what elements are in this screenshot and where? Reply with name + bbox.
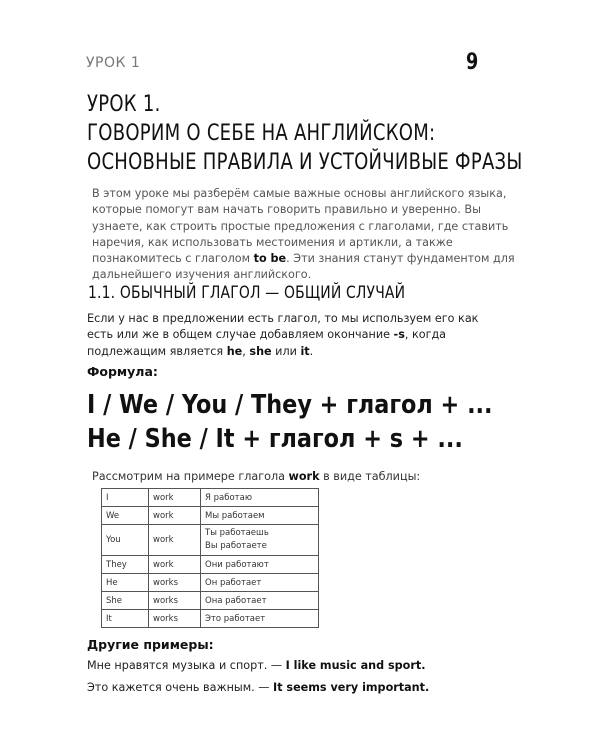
verb-cell: work [149,489,201,507]
verb-cell: work [149,556,201,574]
translation-cell: Я работаю [201,489,319,507]
formula-line: I / We / You / They + глагол + ... [87,390,493,420]
pronoun-cell: He [102,574,149,592]
table-row [102,610,319,628]
chapter-title-line: ГОВОРИМ О СЕБЕ НА АНГЛИЙСКОМ: [87,121,436,146]
pronoun-cell: You [102,525,149,556]
translation-cell: Мы работаем [201,507,319,525]
verb-cell: works [149,592,201,610]
table-intro-text: в виде таблицы: [319,470,421,483]
chapter-title-line: УРОК 1. [87,92,161,117]
section-text: Если у нас в предложении есть глагол, то мы используем его как есть или же в общем случае добавляем окончание [87,312,479,342]
translation-line: Ты работаешь [205,528,269,538]
intro-paragraph [92,186,532,284]
table-intro-text: Рассмотрим на примере глагола [92,470,289,483]
example-russian: Мне нравятся музыка и спорт. — [87,659,286,672]
translation-cell: Это работает [201,610,319,628]
examples-heading: Другие примеры: [87,637,214,652]
table-intro [92,470,420,483]
translation-cell: Он работает [201,574,319,592]
conjugation-table [101,488,319,628]
table-row [102,489,319,507]
example-sentence [87,659,425,672]
formula-label: Формула: [87,364,158,379]
section-bold: it [300,344,310,358]
section-text: . [309,344,314,358]
section-bold: -s [393,328,405,342]
section-text: , [242,344,250,358]
pronoun-cell: She [102,592,149,610]
intro-text: . Эти знания станут фундаментом для дальнейшего изучения английского. [92,252,515,282]
page-number: 9 [466,50,479,75]
pronoun-cell: I [102,489,149,507]
table-row [102,556,319,574]
formula-line: He / She / It + глагол + s + ... [87,424,463,454]
section-paragraph [87,311,497,360]
pronoun-cell: They [102,556,149,574]
table-row [102,592,319,610]
chapter-title [87,90,523,177]
chapter-title-line: ОСНОВНЫЕ ПРАВИЛА И УСТОЙЧИВЫЕ ФРАЗЫ [87,150,523,175]
example-russian: Это кажется очень важным. — [87,681,274,694]
table-intro-bold: work [288,470,320,483]
table-row [102,507,319,525]
verb-cell: works [149,574,201,592]
intro-bold-term: to be [253,252,287,266]
translation-line: Вы работаете [205,541,267,551]
pronoun-cell: We [102,507,149,525]
verb-cell: work [149,525,201,556]
section-text: или [271,344,301,358]
running-head: УРОК 1 [86,55,141,71]
intro-text: В этом уроке мы разберём самые важные основы английского языка, которые помогут вам начать говорить правильно и уверенно. Вы узнаете, как строить простые предложения с глаголами, где ставить наречия, как использовать местоимения и артикли, а также познакомитесь с глаголом [92,187,509,266]
translation-cell: Она работает [201,592,319,610]
section-bold: he [226,344,243,358]
verb-cell: work [149,507,201,525]
table-row [102,574,319,592]
example-sentence [87,681,429,694]
translation-cell [201,525,319,556]
section-bold: she [249,344,272,358]
translation-cell: Они работают [201,556,319,574]
table-row [102,525,319,556]
verb-cell: works [149,610,201,628]
pronoun-cell: It [102,610,149,628]
example-english: It seems very important. [273,681,430,694]
section-text: , когда подлежащим является [87,328,447,358]
section-title: 1.1. ОБЫЧНЫЙ ГЛАГОЛ — ОБЩИЙ СЛУЧАЙ [88,283,406,303]
example-english: I like music and sport. [285,659,426,672]
